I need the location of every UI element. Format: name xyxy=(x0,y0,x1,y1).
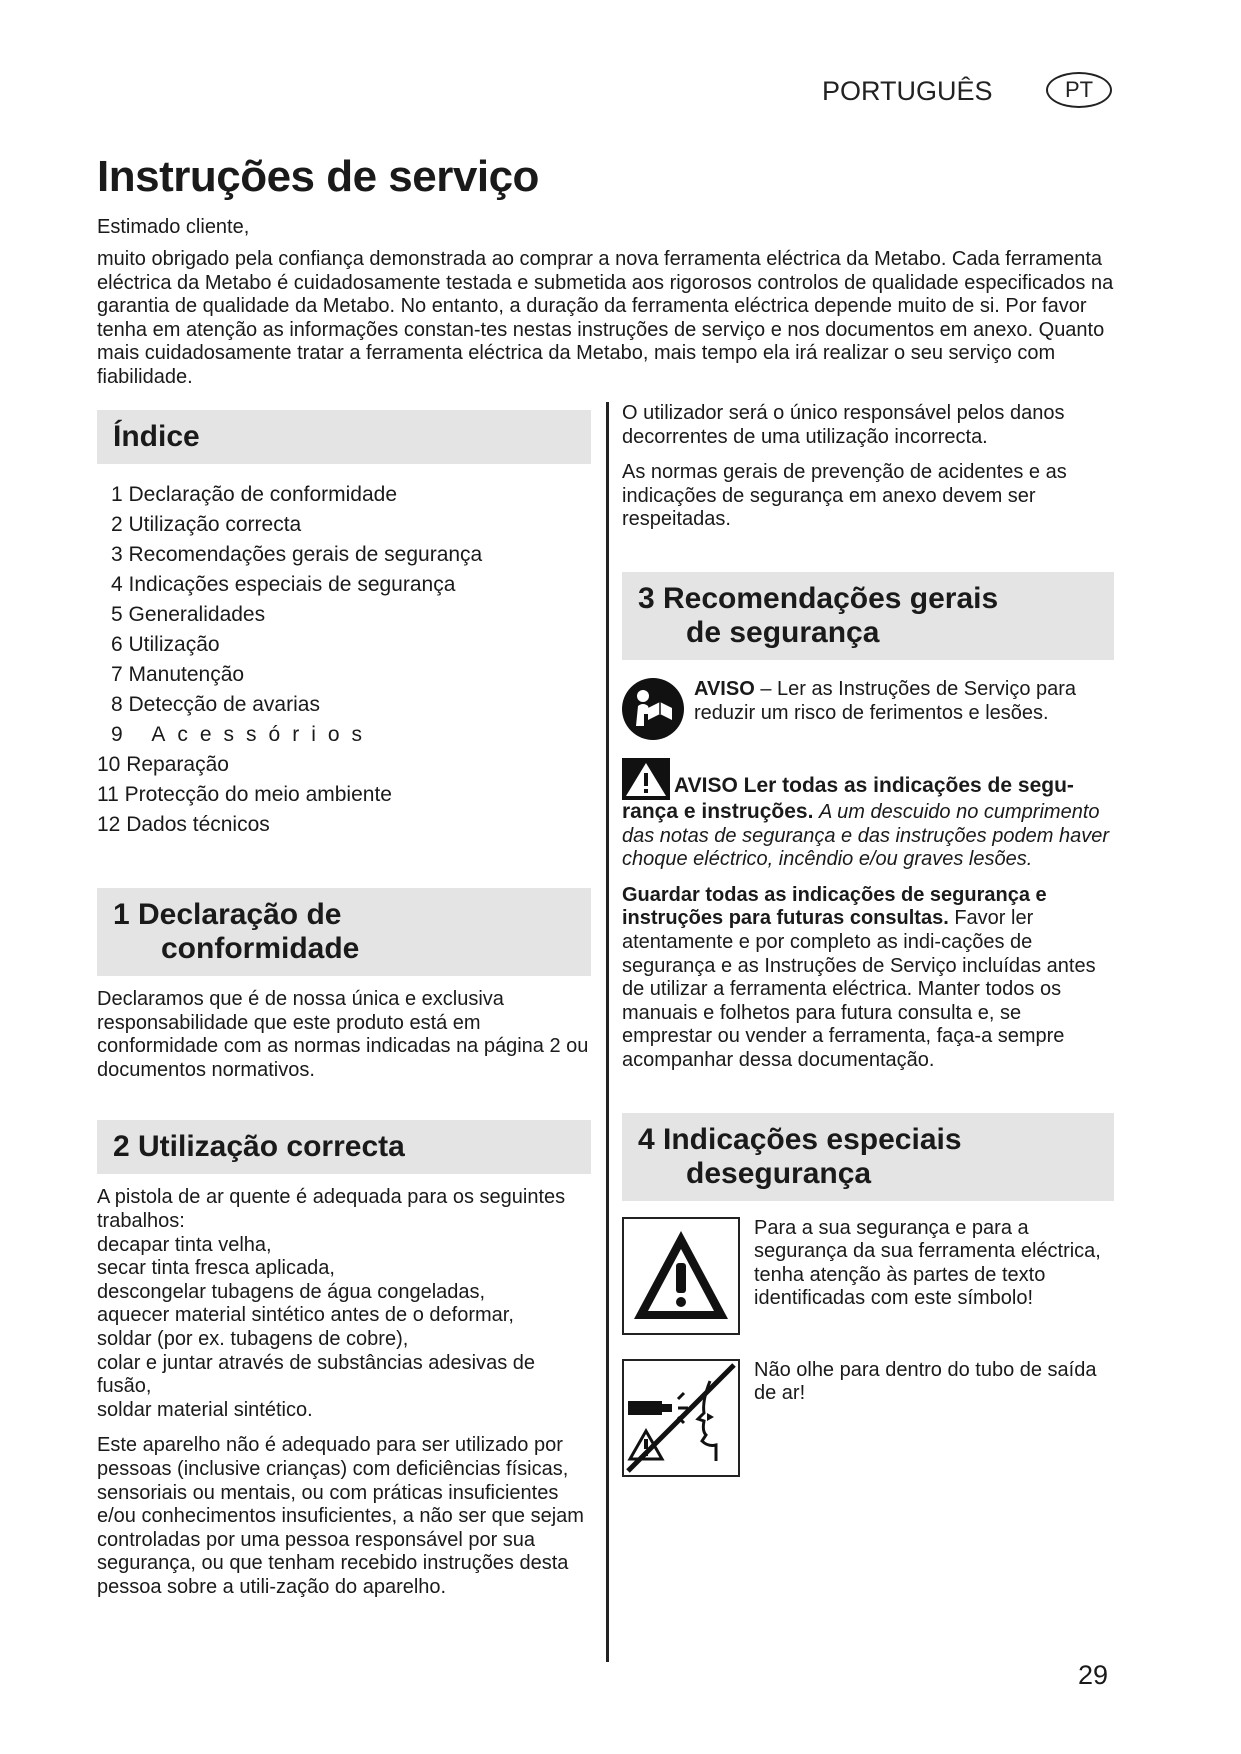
list-item: descongelar tubagens de água congeladas, xyxy=(97,1280,486,1303)
keep-instructions-text: Favor ler atentamente e por completo as indi-cações de segurança e as Instruções de Serviço incluídas antes de utilizar a ferramenta eléctrica. Manter todos os manuais e folhetos para futura consulta e, se emprestar ou vender a ferramenta, faça-a sempre acompanhar dessa documentação. xyxy=(622,907,1096,1071)
warning-icon xyxy=(622,758,670,800)
accident-prevention-note: As normas gerais de prevenção de acidentes e as indicações de segurança em anexo devem ser respeitadas. xyxy=(622,461,1067,531)
aviso-label: AVISO xyxy=(694,677,755,700)
table-of-contents xyxy=(97,480,591,840)
right-column xyxy=(622,402,1114,1477)
toc-item[interactable]: 3 Recomendações gerais de segurança xyxy=(111,543,483,566)
section-1-heading-line1: 1 Declaração de xyxy=(113,898,342,931)
warning-triangle-icon xyxy=(624,1219,738,1333)
toc-item[interactable]: 8 Detecção de avarias xyxy=(111,693,320,716)
list-item: soldar (por ex. tubagens de cobre), xyxy=(97,1327,409,1350)
list-item: colar e juntar através de substâncias adesivas de fusão, xyxy=(97,1351,536,1398)
keep-instructions xyxy=(622,884,1114,1073)
toc-item[interactable]: 7 Manutenção xyxy=(111,663,245,686)
aviso-text: – Ler as Instruções de Serviço para reduzir um risco de ferimentos e lesões. xyxy=(694,677,1077,724)
toc-item[interactable]: 9 Acessórios xyxy=(111,723,375,746)
language-badge-text: PT xyxy=(1064,77,1094,102)
language-label: PORTUGUÊS xyxy=(822,76,993,106)
read-manual-icon xyxy=(622,678,684,740)
section-2-intro: A pistola de ar quente é adequada para os seguintes trabalhos: xyxy=(97,1186,566,1232)
list-item: decapar tinta velha, xyxy=(97,1233,272,1256)
section-3-heading-line2: de segurança xyxy=(686,615,880,649)
language-badge xyxy=(1046,72,1112,108)
section-4-heading xyxy=(622,1113,1114,1201)
keep-instructions-bold: Guardar todas as indicações de segurança e instruções para futuras consultas. xyxy=(622,883,1047,930)
general-warning-italic: A um descuido no cumprimento das notas de segurança e das instruções podem haver choque eléctrico, incêndio e/ou graves lesões. xyxy=(622,800,1109,871)
symbol-explanation: Para a sua segurança e para a segurança da sua ferramenta eléctrica, tenha atenção às partes de texto identificadas com este símbolo! xyxy=(754,1216,1101,1310)
page-title: Instruções de serviço xyxy=(97,152,539,201)
uses-list xyxy=(97,1234,591,1423)
toc-item[interactable]: 6 Utilização xyxy=(111,633,220,656)
do-not-look-into-nozzle-icon xyxy=(624,1361,738,1475)
read-manual-warning xyxy=(622,678,1114,740)
list-item: soldar material sintético. xyxy=(97,1398,313,1421)
safety-symbol-row xyxy=(622,1217,1114,1335)
hot-air-symbol-row xyxy=(622,1359,1114,1477)
section-2-restriction: Este aparelho não é adequado para ser utilizado por pessoas (inclusive crianças) com deficiências físicas, sensoriais ou mentais, ou com práticas insuficientes e/ou conhecimentos insuficientes, a não ser que sejam controladas por uma pessoa responsável por sua segurança, ou que tenham recebido instruções desta pessoa sobre a utili-zação do aparelho. xyxy=(97,1434,584,1598)
section-2-heading: 2 Utilização correcta xyxy=(97,1120,591,1174)
left-column xyxy=(97,410,591,1599)
salutation: Estimado cliente, xyxy=(97,216,250,238)
responsibility-note: O utilizador será o único responsável pelos danos decorrentes de uma utilização incorrecta. xyxy=(622,402,1065,448)
toc-item[interactable]: 1 Declaração de conformidade xyxy=(111,483,398,506)
page-number: 29 xyxy=(1078,1660,1109,1690)
section-4-heading-line1: 4 Indicações especiais xyxy=(638,1122,962,1156)
toc-item[interactable]: 12 Dados técnicos xyxy=(97,813,270,836)
section-3-heading-line1: 3 Recomendações gerais xyxy=(638,581,999,615)
toc-item[interactable]: 10 Reparação xyxy=(97,753,229,776)
general-warning xyxy=(622,758,1114,872)
toc-item[interactable]: 4 Indicações especiais de segurança xyxy=(111,573,456,596)
list-item: aquecer material sintético antes de o deformar, xyxy=(97,1304,514,1327)
toc-item[interactable]: 11 Protecção do meio ambiente xyxy=(97,783,392,806)
list-item: secar tinta fresca aplicada, xyxy=(97,1257,335,1280)
warning-symbol-box xyxy=(622,1217,740,1335)
hot-air-warning-text: Não olhe para dentro do tubo de saída de ar! xyxy=(754,1358,1097,1405)
section-1-heading xyxy=(97,888,591,976)
toc-heading: Índice xyxy=(97,410,591,464)
intro-paragraph: muito obrigado pela confiança demonstrada ao comprar a nova ferramenta eléctrica da Metabo. Cada ferramenta eléctrica da Metabo é cuidadosamente testada e submetida aos rigorosos controlos de qualidade especificados na garantia de qualidade da Metabo. No entanto, a duração da ferramenta eléctrica depende muito de si. Por favor tenha em atenção as informações constan-tes nestas instruções de serviço e nos documentos em anexo. Quanto mais cuidadosamente tratar a ferramenta eléctrica da Metabo, mais tempo ela irá realizar o seu serviço com fiabilidade. xyxy=(97,248,1114,388)
column-divider xyxy=(606,402,609,1662)
toc-item[interactable]: 2 Utilização correcta xyxy=(111,513,302,536)
section-1-heading-line2: conformidade xyxy=(161,932,360,965)
toc-item[interactable]: 5 Generalidades xyxy=(111,603,266,626)
section-1-body: Declaramos que é de nossa única e exclusiva responsabilidade que este produto está em conformidade com as normas indicadas na página 2 ou documentos normativos. xyxy=(97,988,589,1081)
section-4-heading-line2: desegurança xyxy=(686,1156,872,1190)
section-3-heading xyxy=(622,572,1114,660)
hot-air-symbol-box xyxy=(622,1359,740,1477)
general-warning-bold: AVISO Ler todas as indicações de segu-rança e instruções. xyxy=(622,773,1074,823)
